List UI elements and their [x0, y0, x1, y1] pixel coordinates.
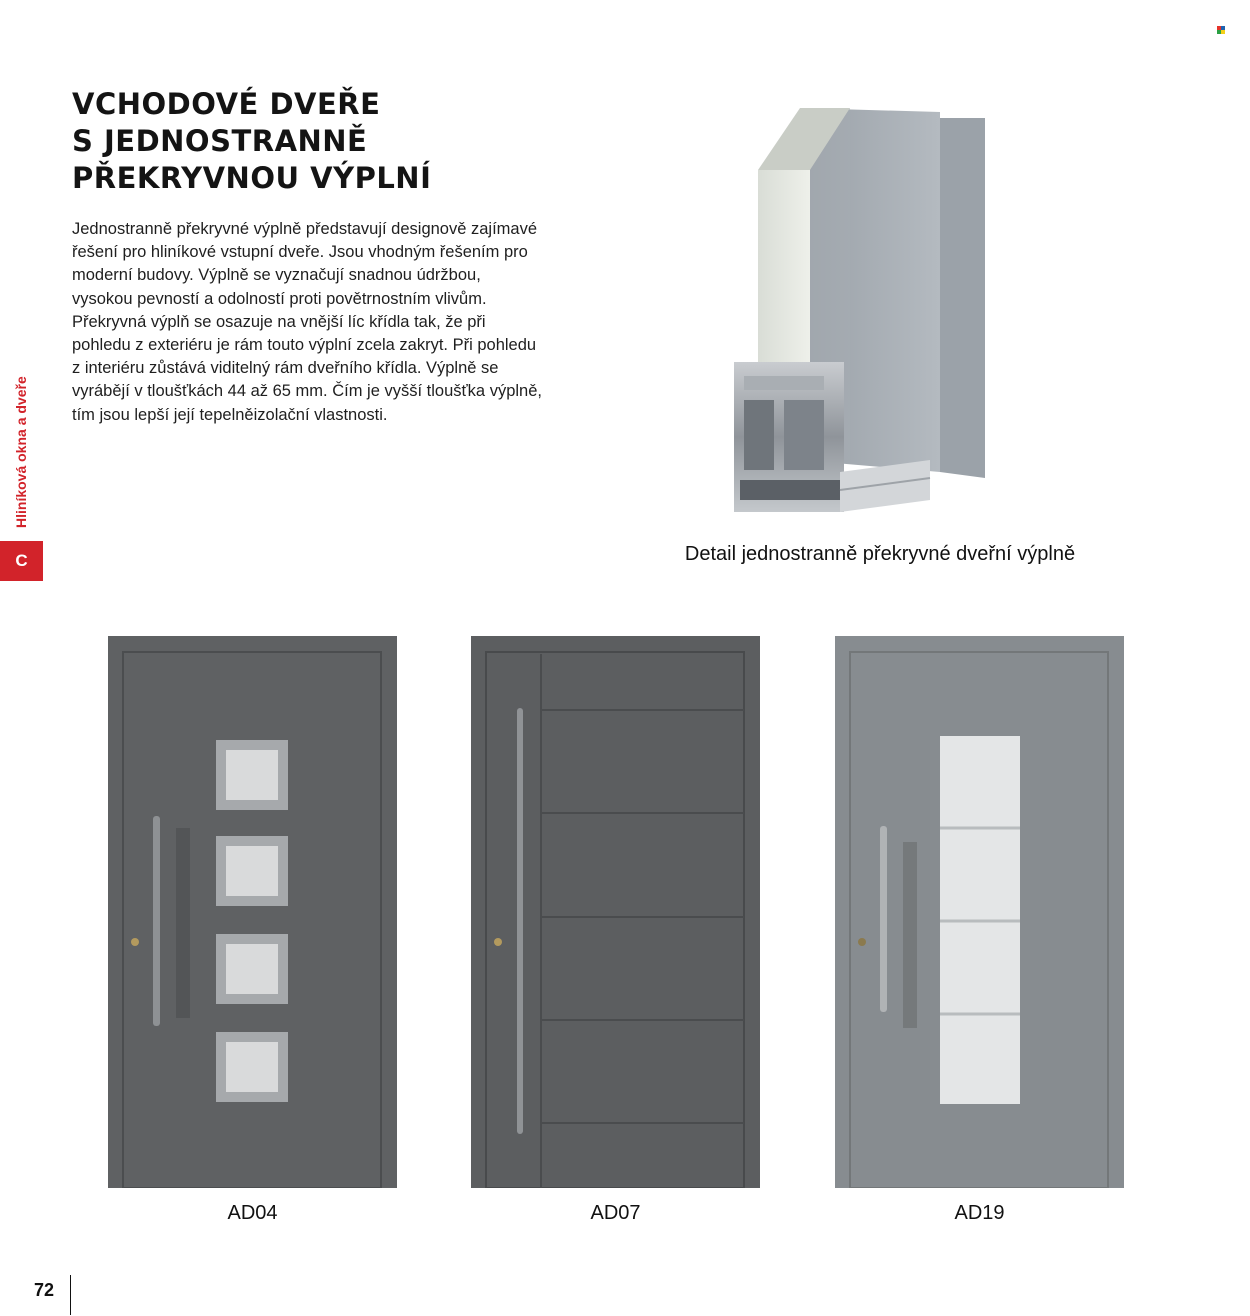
door-profile-detail-image	[700, 100, 1000, 520]
door-ad04-image	[108, 636, 397, 1188]
title-line-1: VCHODOVÉ DVEŘE	[72, 87, 381, 121]
chapter-side-label: Hliníková okna a dveře	[13, 376, 29, 528]
door-label-ad19: AD19	[954, 1202, 1005, 1224]
page-number-rule	[70, 1275, 71, 1315]
page-title	[72, 86, 632, 197]
detail-caption: Detail jednostranně překryvné dveřní výplně	[684, 543, 1076, 565]
page-number: 72	[34, 1280, 55, 1300]
body-text	[72, 218, 542, 427]
chapter-tab: C	[0, 541, 43, 581]
door-ad19-image	[835, 636, 1124, 1188]
door-label-ad07: AD07	[590, 1202, 641, 1224]
color-mark-icon	[1217, 26, 1226, 34]
paragraph-2: Překryvná výplň se osazuje na vnější líc křídla tak, že při pohledu z exteriéru je rám touto výplní zcela zakryt. Při pohledu z interiéru zůstává viditelný rám dveřního křídla. Výplně se vyrábějí v tloušťkách 44 až 65 mm. Čím je vyšší tloušťka výplně, tím jsou lepší její tepelněizolační vlastnosti.	[72, 312, 542, 424]
paragraph-1: Jednostranně překryvné výplně představují designově zajímavé řešení pro hliníkové vstupní dveře. Jsou vhodným řešením pro moderní budovy. Výplně se vyznačují snadnou údržbou, vysokou pevností a odolností proti povětrnostním vlivům.	[72, 220, 538, 308]
door-ad07-image	[471, 636, 760, 1188]
title-line-3: PŘEKRYVNOU VÝPLNÍ	[72, 161, 432, 195]
door-label-ad04: AD04	[227, 1202, 278, 1224]
title-line-2: S JEDNOSTRANNĚ	[72, 124, 368, 158]
